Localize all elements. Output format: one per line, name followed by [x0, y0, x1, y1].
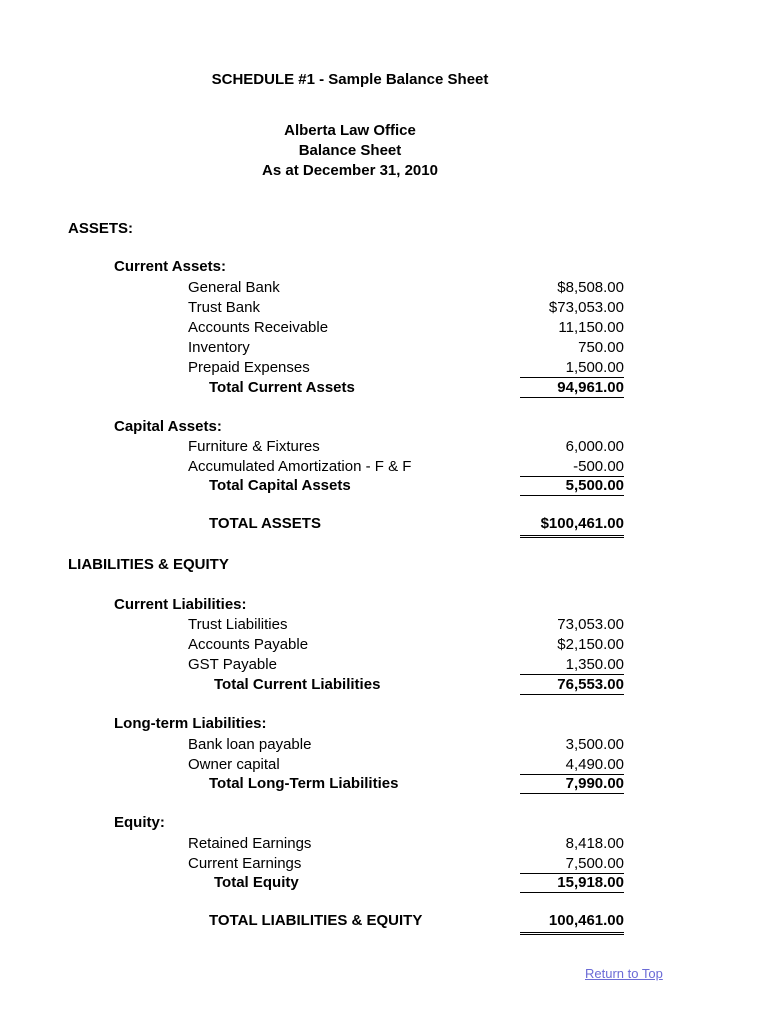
total-liabilities-equity-amount: 100,461.00 — [520, 912, 624, 935]
line-item-amount: -500.00 — [520, 458, 624, 477]
line-item-amount: 4,490.00 — [520, 756, 624, 775]
current-assets-heading: Current Assets: — [114, 258, 226, 275]
line-item-label: Accounts Payable — [188, 636, 309, 653]
total-liabilities-equity-label: TOTAL LIABILITIES & EQUITY — [209, 912, 423, 929]
line-item-label: Bank loan payable — [188, 736, 312, 753]
total-current-liabilities-label: Total Current Liabilities — [214, 676, 381, 693]
total-current-assets-amount: 94,961.00 — [520, 379, 624, 398]
line-item-amount: 1,500.00 — [520, 359, 624, 378]
line-item-label: Prepaid Expenses — [188, 359, 310, 376]
line-item-label: Inventory — [188, 339, 250, 356]
line-item-amount: 750.00 — [578, 339, 624, 356]
line-item-label: Furniture & Fixtures — [188, 438, 320, 455]
current-liabilities-heading: Current Liabilities: — [114, 596, 247, 613]
total-assets-label: TOTAL ASSETS — [209, 515, 321, 532]
total-current-liabilities-amount: 76,553.00 — [520, 676, 624, 695]
line-item-label: Trust Bank — [188, 299, 260, 316]
line-item-label: Trust Liabilities — [188, 616, 288, 633]
line-item-label: Accounts Receivable — [188, 319, 329, 336]
total-assets-amount: $100,461.00 — [520, 515, 624, 538]
line-item-amount: 6,000.00 — [565, 438, 624, 455]
capital-assets-heading: Capital Assets: — [114, 418, 222, 435]
liabilities-equity-heading: LIABILITIES & EQUITY — [68, 556, 229, 573]
line-item-amount: $2,150.00 — [557, 636, 624, 653]
return-to-top-link[interactable]: Return to Top — [585, 966, 663, 981]
line-item-amount: 3,500.00 — [565, 736, 624, 753]
total-equity-label: Total Equity — [214, 874, 299, 891]
line-item-amount: $8,508.00 — [557, 279, 624, 296]
line-item-amount: 73,053.00 — [557, 616, 624, 633]
line-item-label: General Bank — [188, 279, 280, 296]
line-item-amount: 1,350.00 — [520, 656, 624, 675]
schedule-title: SCHEDULE #1 - Sample Balance Sheet — [211, 71, 489, 88]
line-item-amount: $73,053.00 — [548, 299, 624, 316]
total-capital-assets-label: Total Capital Assets — [209, 477, 351, 494]
line-item-label: Current Earnings — [188, 855, 302, 872]
longterm-liabilities-heading: Long-term Liabilities: — [114, 715, 267, 732]
total-capital-assets-amount: 5,500.00 — [520, 477, 624, 496]
line-item-amount: 7,500.00 — [520, 855, 624, 874]
line-item-label: Accumulated Amortization - F & F — [188, 458, 412, 475]
assets-heading: ASSETS: — [68, 220, 134, 237]
line-item-amount: 8,418.00 — [565, 835, 624, 852]
equity-heading: Equity: — [114, 814, 165, 831]
line-item-label: Retained Earnings — [188, 835, 312, 852]
total-longterm-liabilities-amount: 7,990.00 — [520, 775, 624, 794]
line-item-label: GST Payable — [188, 656, 277, 673]
statement-date: As at December 31, 2010 — [262, 162, 438, 179]
total-current-assets-label: Total Current Assets — [209, 379, 355, 396]
total-equity-amount: 15,918.00 — [520, 874, 624, 893]
statement-title: Balance Sheet — [298, 142, 402, 159]
line-item-amount: 11,150.00 — [558, 319, 624, 336]
total-longterm-liabilities-label: Total Long-Term Liabilities — [209, 775, 399, 792]
line-item-label: Owner capital — [188, 756, 280, 773]
company-name: Alberta Law Office — [284, 122, 416, 139]
